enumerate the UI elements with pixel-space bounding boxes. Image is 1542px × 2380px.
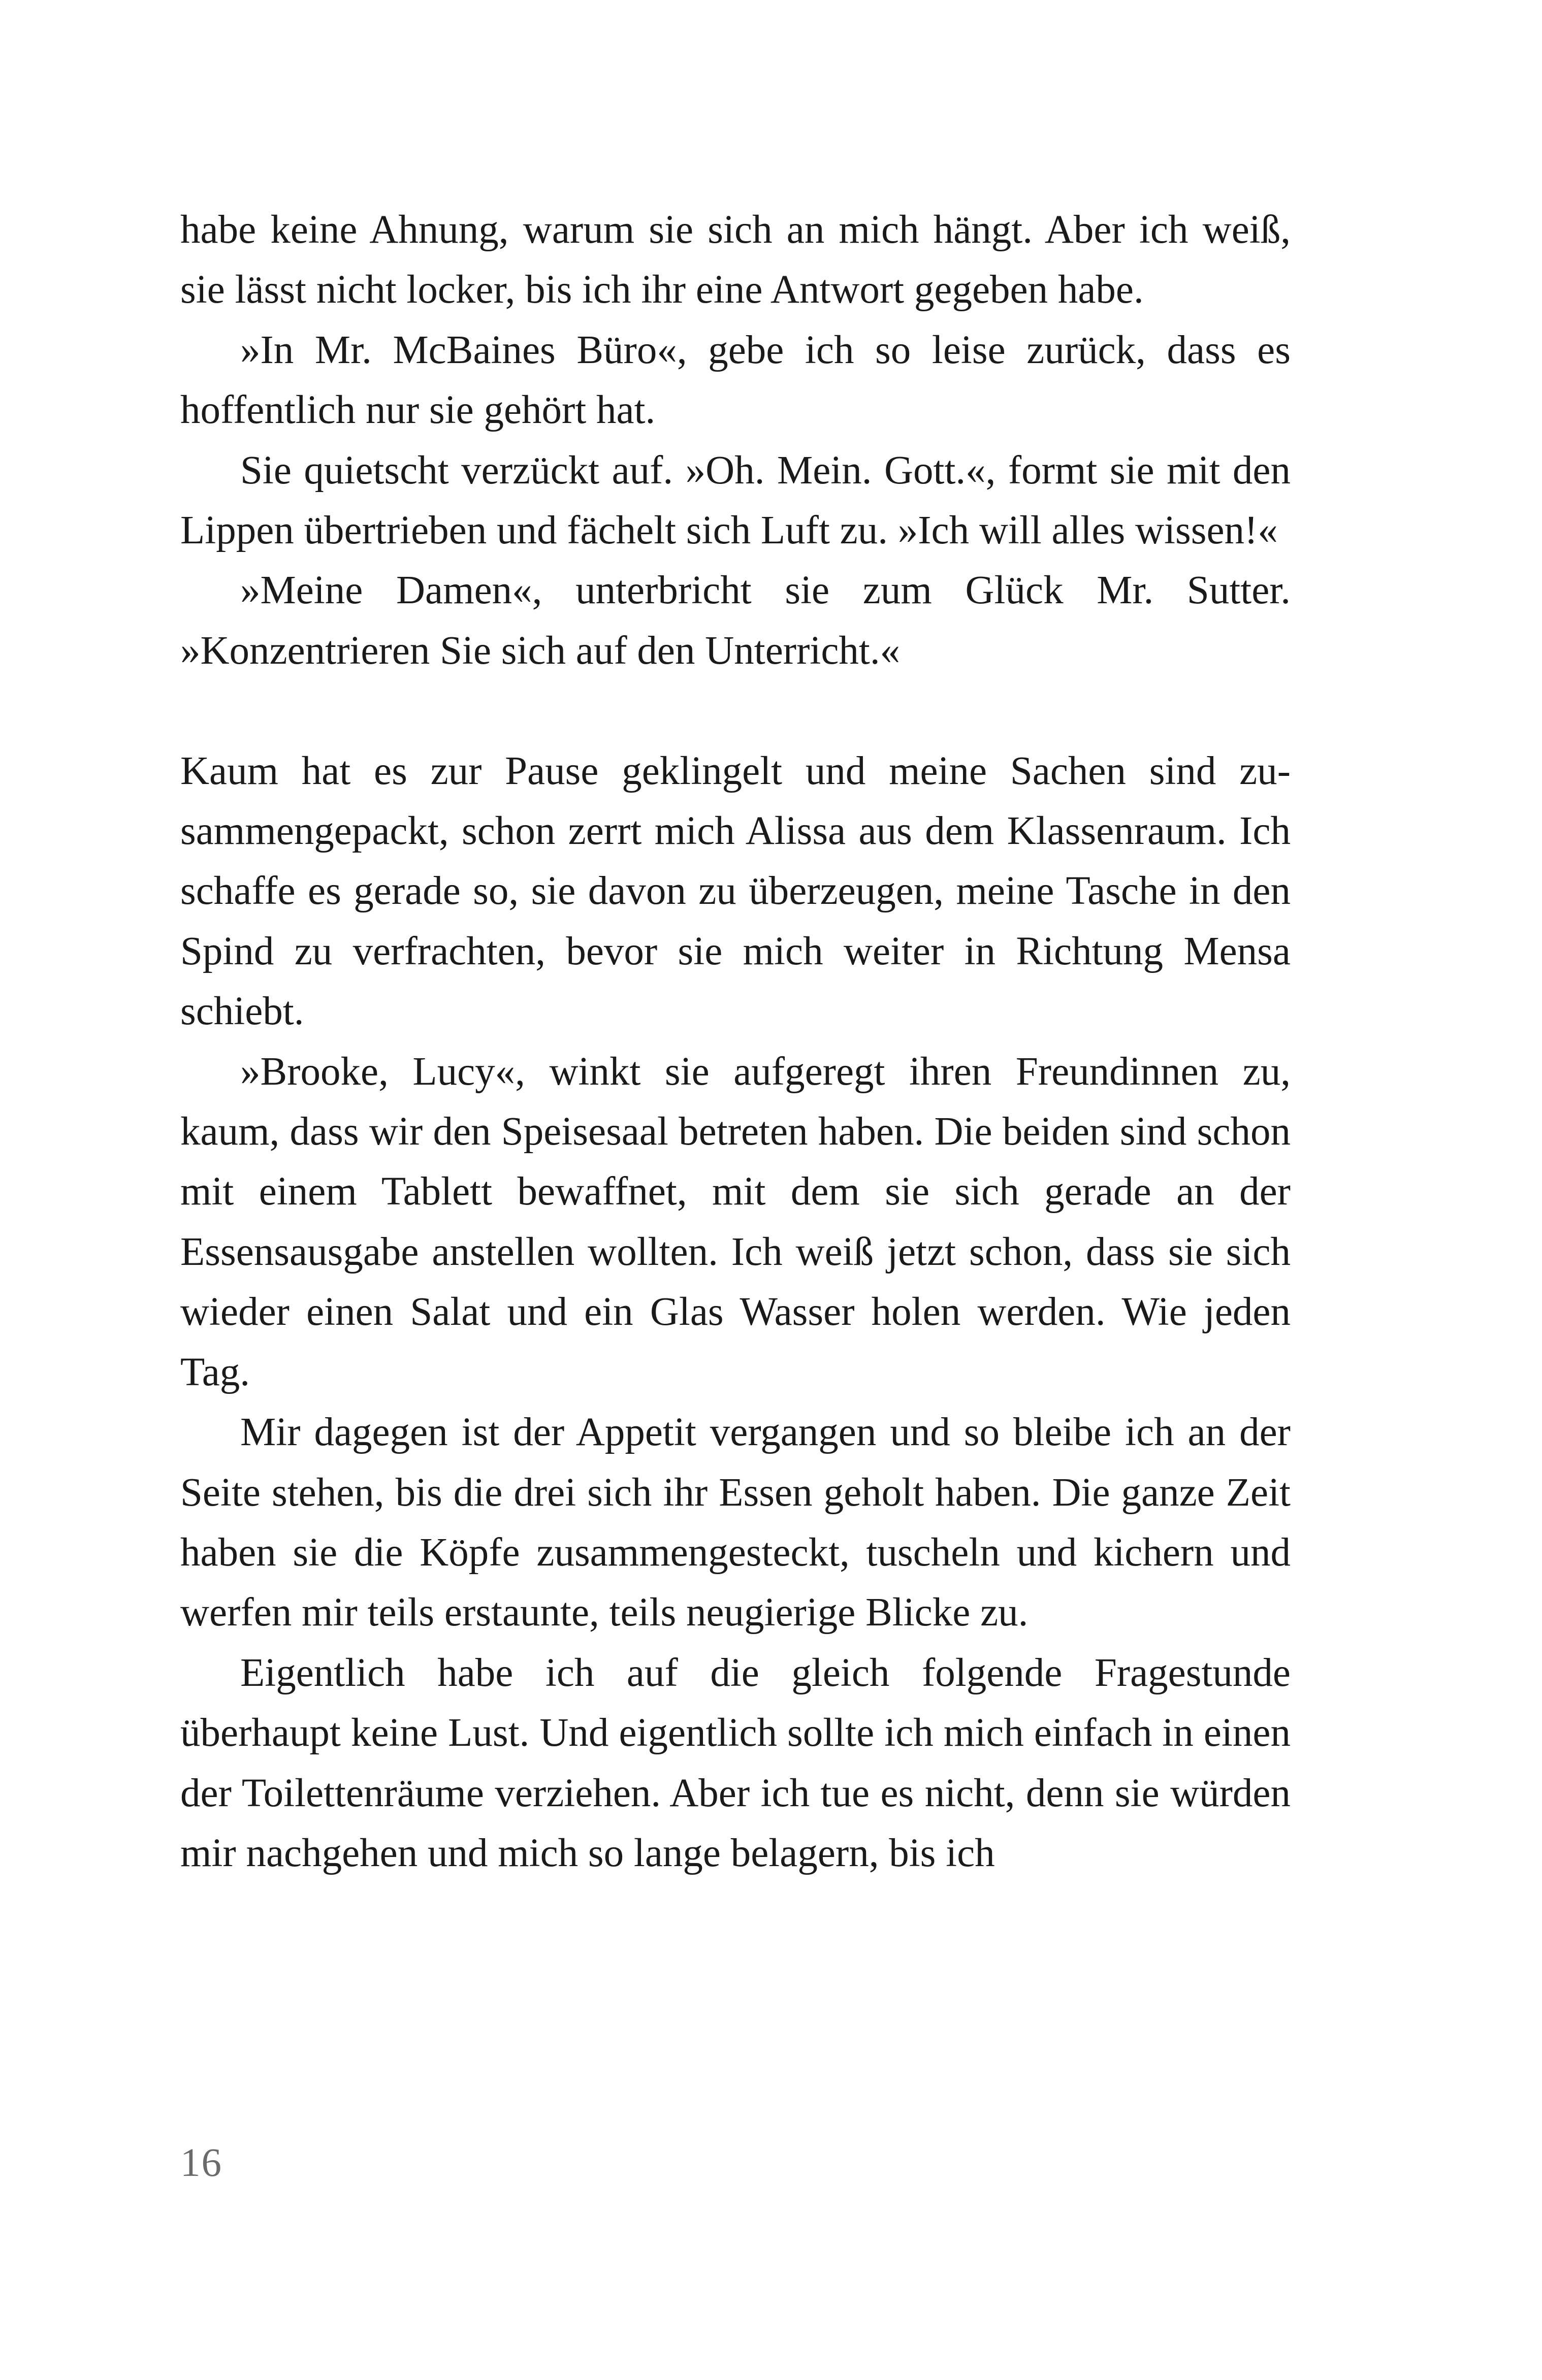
paragraph-continuation: habe keine Ahnung, warum sie sich an mich hängt. Aber ich weiß, sie lässt nicht locker, bis ich ihr eine Antwort gegeben habe. — [180, 208, 1291, 312]
page-number: 16 — [180, 2141, 222, 2185]
body-text — [180, 200, 1291, 1883]
paragraph: Eigentlich habe ich auf die gleich folgende Fragestunde überhaupt keine Lust. Und eigentlich sollte ich mich einfach in einen der Toilettenräume verziehen. Aber ich tue es nicht, denn sie würden mir nachgehen und mich so lange belagern, bis ich — [180, 1650, 1291, 1875]
paragraph: »Brooke, Lucy«, winkt sie aufgeregt ihren Freundinnen zu, kaum, dass wir den Speisesaal betreten haben. Die beiden sind schon mit einem Tablett bewaffnet, mit dem sie sich gerade an der Essensausgabe anstellen wollten. Ich weiß jetzt schon, dass sie sich wieder einen Salat und ein Glas Wasser holen werden. Wie jeden Tag. — [180, 1049, 1291, 1394]
paragraph: Sie quietscht verzückt auf. »Oh. Mein. Gott.«, formt sie mit den Lippen übertrieben und fächelt sich Luft zu. »Ich will alles wissen!« — [180, 448, 1291, 553]
paragraph: »In Mr. McBaines Büro«, gebe ich so leise zurück, dass es hoffentlich nur sie gehört hat. — [180, 328, 1291, 433]
paragraph-section-start: Kaum hat es zur Pause geklingelt und meine Sachen sind zusammengepackt, schon zerrt mich Alissa aus dem Klassenraum. Ich schaffe es gerade so, sie davon zu überzeugen, meine Tasche in den Spind zu verfrachten, bevor sie mich weiter in Richtung Mensa schiebt. — [180, 748, 1291, 1034]
paragraph: »Meine Damen«, unterbricht sie zum Glück Mr. Sutter. »Konzentrieren Sie sich auf den Unterricht.« — [180, 568, 1291, 673]
paragraph: Mir dagegen ist der Appetit vergangen und so bleibe ich an der Seite stehen, bis die drei sich ihr Essen geholt haben. Die ganze Zeit haben sie die Köpfe zusammengesteckt, tuscheln und kichern und werfen mir teils erstaunte, teils neugierige Blicke zu. — [180, 1410, 1291, 1635]
